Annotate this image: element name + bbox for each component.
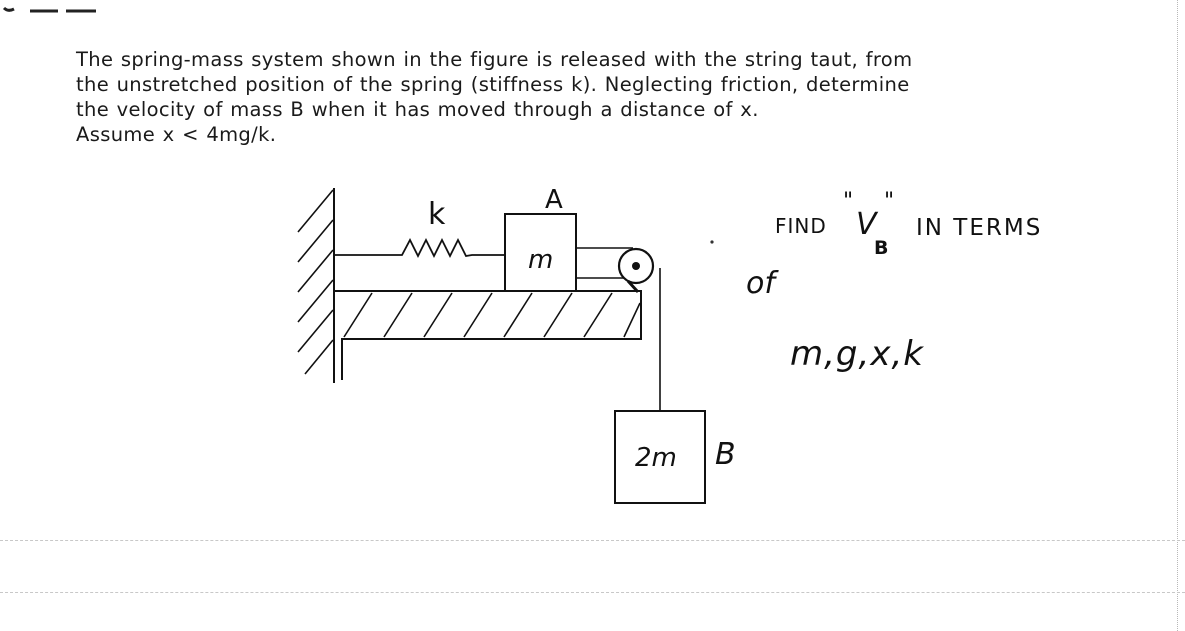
note-quote-close: " — [884, 189, 895, 214]
note-quote-open: " — [843, 189, 854, 214]
wall-hatching — [298, 190, 333, 374]
spring-label: k — [428, 197, 446, 232]
spring — [335, 240, 505, 256]
note-v-subscript: B — [874, 237, 889, 259]
block-b-label: B — [715, 437, 736, 472]
note-of: of — [746, 266, 775, 301]
problem-line-2: the unstretched position of the spring (stiffness k). Neglecting friction, determine — [76, 73, 910, 96]
block-b-mass: 2m — [635, 443, 677, 473]
note-find: FIND — [775, 214, 827, 238]
handwritten-note — [746, 189, 1042, 374]
problem-line-3: the velocity of mass B when it has moved through a distance of x. — [76, 98, 759, 121]
problem-line-4: Assume x < 4mg/k. — [76, 123, 277, 146]
note-v: V — [856, 207, 877, 242]
ledge — [334, 291, 641, 380]
block-a-label: A — [545, 185, 563, 215]
note-in-terms: IN TERMS — [916, 215, 1043, 241]
block-a-mass: m — [528, 245, 554, 275]
problem-line-1: The spring-mass system shown in the figure is released with the string taut, from — [76, 48, 913, 71]
ledge-hatching — [344, 293, 640, 337]
pulley-axle — [632, 262, 640, 270]
note-variables: m,g,x,k — [790, 334, 924, 374]
scan-dot — [710, 240, 713, 243]
